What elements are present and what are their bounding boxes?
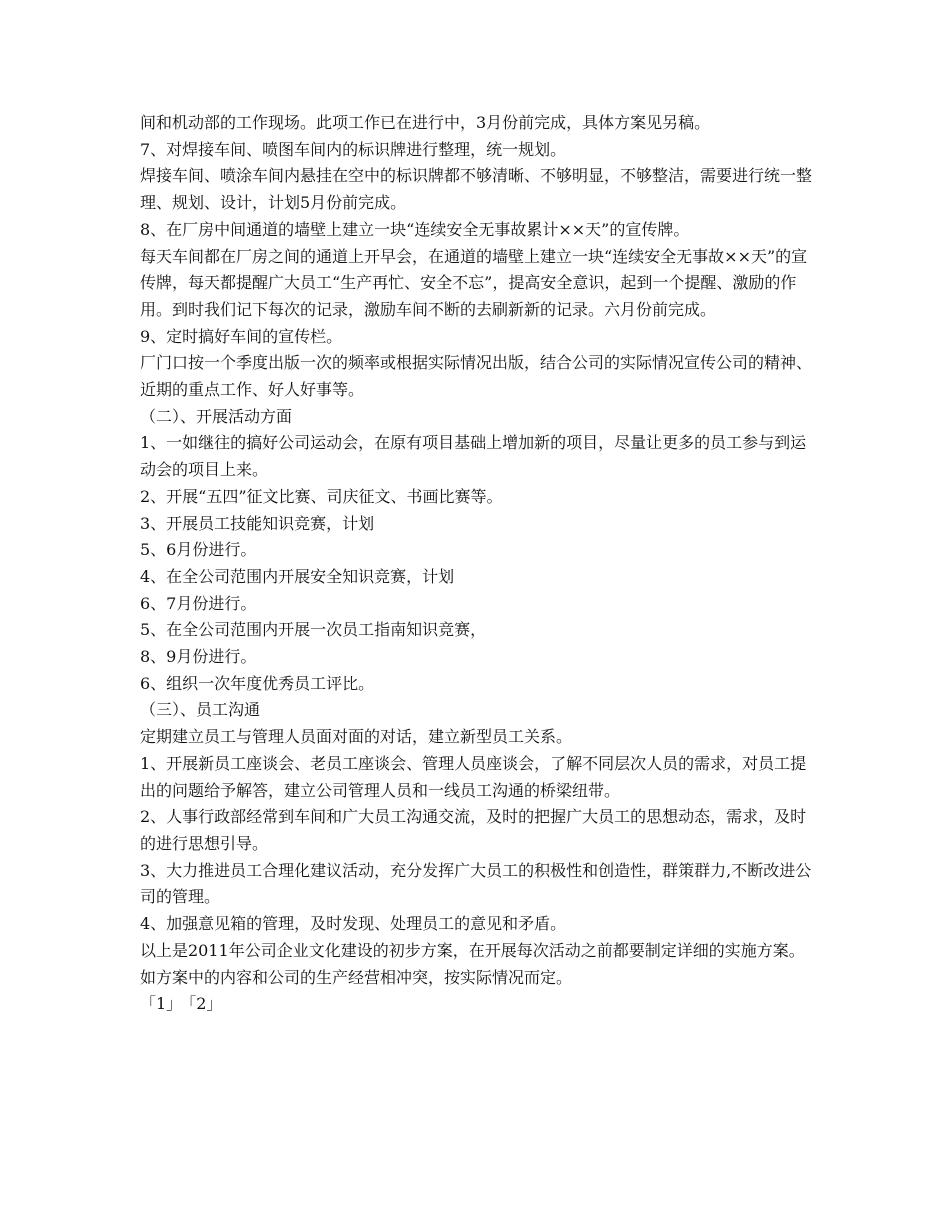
paragraph-2: 7、对焊接车间、喷图车间内的标识牌进行整理，统一规划。 — [140, 139, 567, 159]
paragraph-17: 6、组织一次年度优秀员工评比。 — [140, 673, 375, 693]
paragraph-1: 间和机动部的工作现场。此项工作已在进行中，3月份前完成，具体方案见另稿。 — [140, 113, 711, 132]
page-link-1[interactable]: 「1」 — [140, 994, 183, 1014]
paragraph-14: 6、7月份进行。 — [140, 593, 257, 613]
pagination — [140, 991, 820, 1018]
section-heading-activities: （二）、开展活动方面 — [140, 406, 293, 426]
document-body — [140, 110, 820, 1018]
paragraph-3: 焊接车间、喷涂车间内悬挂在空中的标识牌都不够清晰、不够明显，不够整洁，需要进行统一整理、规划、设计，计划5月份前完成。 — [140, 166, 813, 213]
page-link-2[interactable]: 「2」 — [188, 994, 223, 1014]
paragraph-20: 1、开展新员工座谈会、老员工座谈会、管理人员座谈会，了解不同层次人员的需求，对员工提出的问题给予解答，建立公司管理人员和一线员工沟通的桥梁纽带。 — [140, 753, 807, 800]
paragraph-24: 以上是2011年公司企业文化建设的初步方案，在开展每次活动之前都要制定详细的实施方案。如方案中的内容和公司的生产经营相冲突，按实际情况而定。 — [140, 940, 805, 987]
paragraph-15: 5、在全公司范围内开展一次员工指南知识竞赛， — [140, 620, 487, 640]
paragraph-13: 4、在全公司范围内开展安全知识竞赛，计划 — [140, 566, 455, 586]
paragraph-11: 3、开展员工技能知识竞赛，计划 — [140, 513, 375, 533]
paragraph-10: 2、开展“五四”征文比赛、司庆征文、书画比赛等。 — [140, 486, 503, 506]
paragraph-9: 1、一如继往的搞好公司运动会，在原有项目基础上增加新的项目，尽量让更多的员工参与到运动会的项目上来。 — [140, 433, 807, 480]
paragraph-5: 每天车间都在厂房之间的通道上开早会，在通道的墙壁上建立一块“连续安全无事故××天”的宣传牌，每天都提醒广大员工“生产再忙、安全不忘”，提高安全意识，起到一个提醒、激励的作用。到时我们记下每次的记录，激励车间不断的去刷新新的记录。六月份前完成。 — [140, 246, 808, 319]
paragraph-12: 5、6月份进行。 — [140, 540, 257, 560]
paragraph-23: 4、加强意见箱的管理，及时发现、处理员工的意见和矛盾。 — [140, 914, 567, 934]
paragraph-19: 定期建立员工与管理人员面对面的对话，建立新型员工关系。 — [140, 727, 573, 747]
paragraph-21: 2、人事行政部经常到车间和广大员工沟通交流，及时的把握广大员工的思想动态，需求，及时的进行思想引导。 — [140, 807, 807, 853]
paragraph-6: 9、定时搞好车间的宣传栏。 — [140, 326, 343, 346]
paragraph-7: 厂门口按一个季度出版一次的频率或根据实际情况出版，结合公司的实际情况宣传公司的精神、近期的重点工作、好人好事等。 — [140, 353, 813, 400]
paragraph-4: 8、在厂房中间通道的墙壁上建立一块“连续安全无事故累计××天”的宣传牌。 — [140, 219, 690, 239]
section-heading-communication: （三）、员工沟通 — [140, 700, 261, 720]
paragraph-16: 8、9月份进行。 — [140, 647, 257, 667]
paragraph-22: 3、大力推进员工合理化建议活动，充分发挥广大员工的积极性和创造性，群策群力,不断改进公司的管理。 — [140, 860, 812, 907]
